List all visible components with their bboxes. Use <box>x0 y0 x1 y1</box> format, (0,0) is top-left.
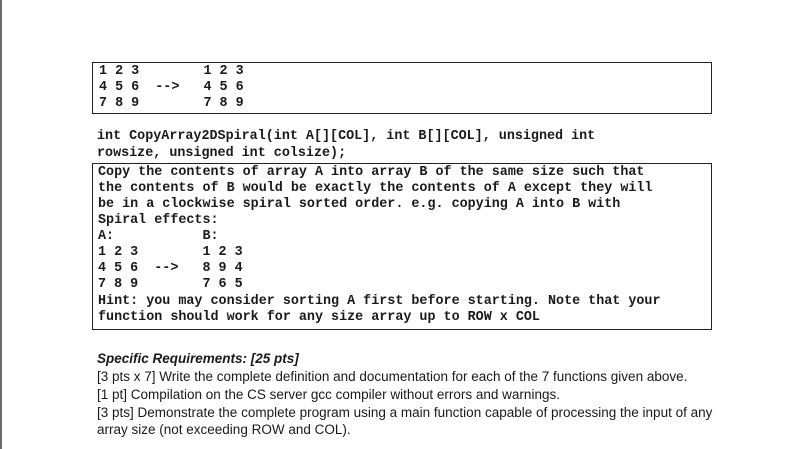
description-line: Hint: you may consider sorting A first before starting. Note that your <box>98 294 661 309</box>
description-line: Spiral effects: <box>98 213 219 228</box>
description-box <box>92 163 712 330</box>
requirement-item: [3 pts] Demonstrate the complete program using a main function capable of processing the input of any <box>97 405 713 420</box>
requirement-item: [1 pt] Compilation on the CS server gcc compiler without errors and warnings. <box>97 387 560 402</box>
description-line: the contents of B would be exactly the contents of A except they will <box>98 181 653 196</box>
description-line: 1 2 3 1 2 3 <box>98 245 243 260</box>
requirement-item: [3 pts x 7] Write the complete definition and documentation for each of the 7 functions given above. <box>97 369 688 384</box>
description-line: function should work for any size array up to ROW x COL <box>98 310 540 325</box>
example-line: 7 8 9 7 8 9 <box>99 96 244 111</box>
requirement-item: array size (not exceeding ROW and COL). <box>97 422 351 437</box>
description-line: A: B: <box>98 229 219 244</box>
signature-line: rowsize, unsigned int colsize); <box>97 146 347 161</box>
signature-line: int CopyArray2DSpiral(int A[][COL], int B[][COL], unsigned int <box>97 129 596 144</box>
example-line: 4 5 6 --> 4 5 6 <box>99 80 244 95</box>
requirements-heading: Specific Requirements: [25 pts] <box>97 351 299 366</box>
description-line: 7 8 9 7 6 5 <box>98 277 243 292</box>
example-box <box>92 62 712 114</box>
description-line: be in a clockwise spiral sorted order. e.g. copying A into B with <box>98 197 621 212</box>
example-line: 1 2 3 1 2 3 <box>99 64 244 79</box>
description-line: Copy the contents of array A into array B of the same size such that <box>98 165 645 180</box>
description-line: 4 5 6 --> 8 9 4 <box>98 261 243 276</box>
page-left-edge <box>0 0 2 449</box>
